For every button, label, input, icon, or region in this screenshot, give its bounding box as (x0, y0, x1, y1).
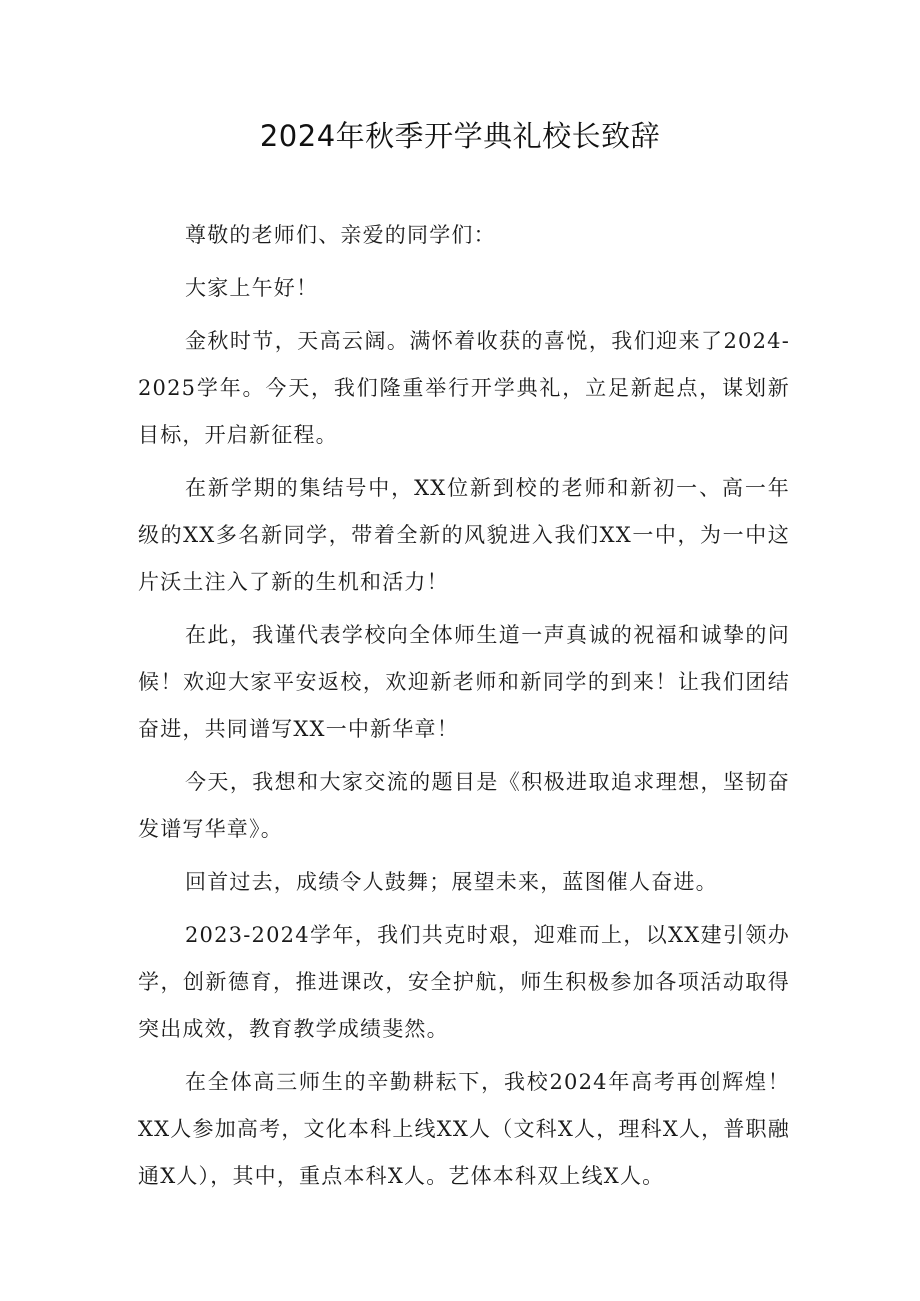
document-title: 2024年秋季开学典礼校长致辞 (259, 119, 661, 153)
greeting-paragraph: 大家上午好！ (185, 276, 319, 300)
body-paragraph: 今天，我想和大家交流的题目是《积极进取追求理想，坚韧奋发谱写华章》。 (138, 770, 790, 841)
body-paragraph: 金秋时节，天高云阔。满怀着收获的喜悦，我们迎来了2024-2025学年。今天，我们隆重举行开学典礼，立足新起点，谋划新目标，开启新征程。 (138, 329, 790, 447)
body-paragraph: 回首过去，成绩令人鼓舞；展望未来，蓝图催人奋进。 (185, 870, 718, 894)
body-paragraph: 在此，我谨代表学校向全体师生道一声真诚的祝福和诚挚的问候！欢迎大家平安返校，欢迎新老师和新同学的到来！让我们团结奋进，共同谱写XX一中新华章！ (138, 623, 790, 741)
speech-body (138, 212, 790, 1206)
body-paragraph: 在新学期的集结号中，XX位新到校的老师和新初一、高一年级的XX多名新同学，带着全新的风貌进入我们XX一中，为一中这片沃土注入了新的生机和活力！ (138, 476, 790, 594)
body-paragraph: 在全体高三师生的辛勤耕耘下，我校2024年高考再创辉煌！XX人参加高考，文化本科上线XX人（文科X人，理科X人，普职融通X人），其中，重点本科X人。艺体本科双上线X人。 (138, 1070, 790, 1188)
body-paragraph: 2023-2024学年，我们共克时艰，迎难而上，以XX建引领办学，创新德育，推进课改，安全护航，师生积极参加各项活动取得突出成效，教育教学成绩斐然。 (138, 923, 790, 1041)
salutation-paragraph: 尊敬的老师们、亲爱的同学们： (185, 223, 496, 247)
